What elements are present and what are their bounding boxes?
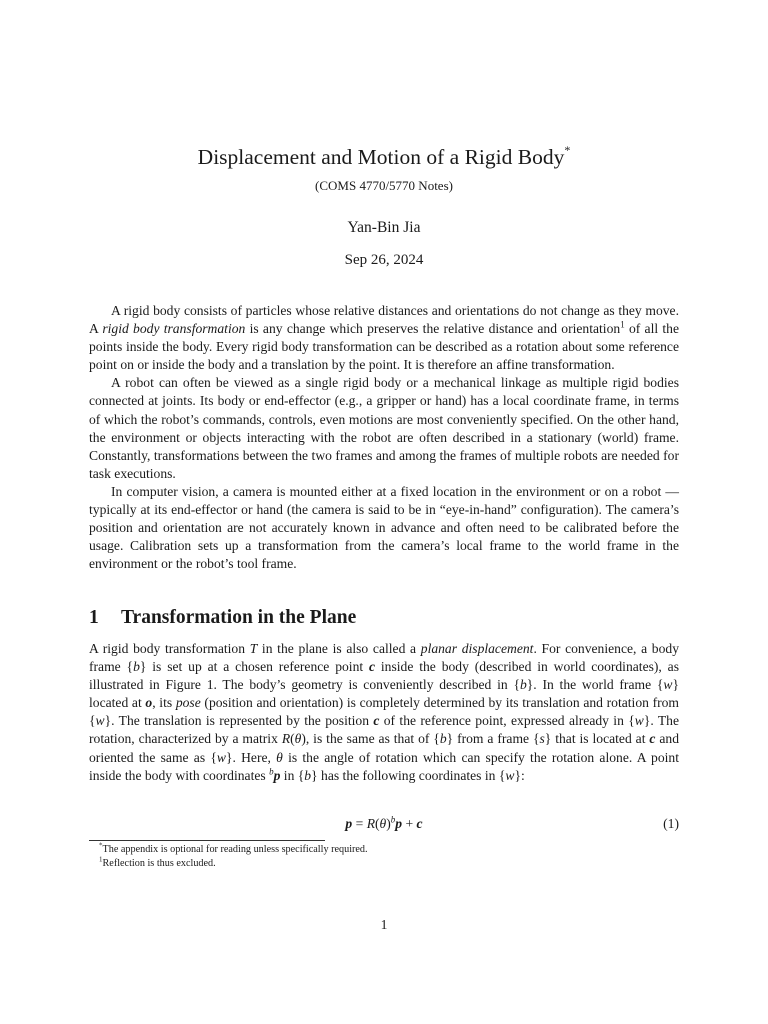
equation-1 <box>89 814 679 834</box>
paper-subtitle: (COMS 4770/5770 Notes) <box>315 178 453 193</box>
equation-body: $p = R(\theta)^bp + c$ <box>345 814 423 831</box>
footnote-rule <box>89 840 325 841</box>
footnotes <box>89 843 679 871</box>
section-1-body <box>89 640 679 785</box>
author-name: Yan-Bin Jia <box>347 219 421 236</box>
footnote-ref-1: 1 <box>620 319 625 330</box>
footnote-1: $^1$Reflection is thus excluded. <box>99 855 216 869</box>
section-title: Transformation in the Plane <box>121 607 357 628</box>
page-number: 1 <box>380 917 388 932</box>
paper-date: Sep 26, 2024 <box>344 252 424 268</box>
section-number: 1 <box>89 607 99 628</box>
footnote-title: *The appendix is optional for reading unless specifically required. <box>99 841 368 855</box>
equation-number: (1) <box>663 816 679 831</box>
paper-title: Displacement and Motion of a Rigid Body* <box>197 142 571 169</box>
intro-paragraph-2: A robot can often be viewed as a single rigid body or a mechanical linkage as multiple rigid bodies connected at joints. Its body or end-effector (e.g., a gripper or hand) has a local coordinate frame, in terms of which the robot’s commands, controls, even motions are most conveniently specified. On the other hand, the environment or objects interacting with the robot are often described in a stationary (world) frame. Constantly, transformations between the two frames and among the frames of multiple robots are needed for task executions. <box>89 375 679 481</box>
section-1-heading <box>89 604 356 632</box>
intro-paragraph-1: A rigid body consists of particles whose relative distances and orientations do not change as they move. A rigid body transformation is any change which preserves the relative distance and orientation$^1$ of all the points inside the body. Every rigid body transformation can be described as a rotation about some reference point on or inside the body and a translation by the point. It is therefore an affine transformation. <box>89 303 680 373</box>
section-1-paragraph: A rigid body transformation T in the plane is also called a planar displacement. For convenience, a body frame {b} is set up at a chosen reference point c inside the body (described in world coordinates), as illustrated in Figure 1. The body’s geometry is conveniently described in {b}. In the world frame {w} located at o, its pose (position and orientation) is completely determined by its translation and rotation from {w}. The translation is represented by the position c of the reference point, expressed already in {w}. The rotation, characterized by a matrix R(θ), is the same as that of {b} from a frame {s} that is located at c and oriented the same as {w}. Here, θ is the angle of rotation which can specify the rotation alone. A point inside the body with coordinates $^b$p in {b} has the following coordinates in {w}: <box>89 641 680 783</box>
introduction <box>89 302 679 573</box>
title-footnote-mark: * <box>564 142 571 157</box>
intro-paragraph-3: In computer vision, a camera is mounted either at a fixed location in the environment or on a robot — typically at its end-effector or hand (the camera is said to be in “eye-in-hand” configuration). The camera’s position and orientation are not accurately known in advance and often need to be calibrated before the usage. Calibration sets up a transformation from the camera’s local frame to the world frame in the environment or the robot’s tool frame. <box>89 483 679 572</box>
